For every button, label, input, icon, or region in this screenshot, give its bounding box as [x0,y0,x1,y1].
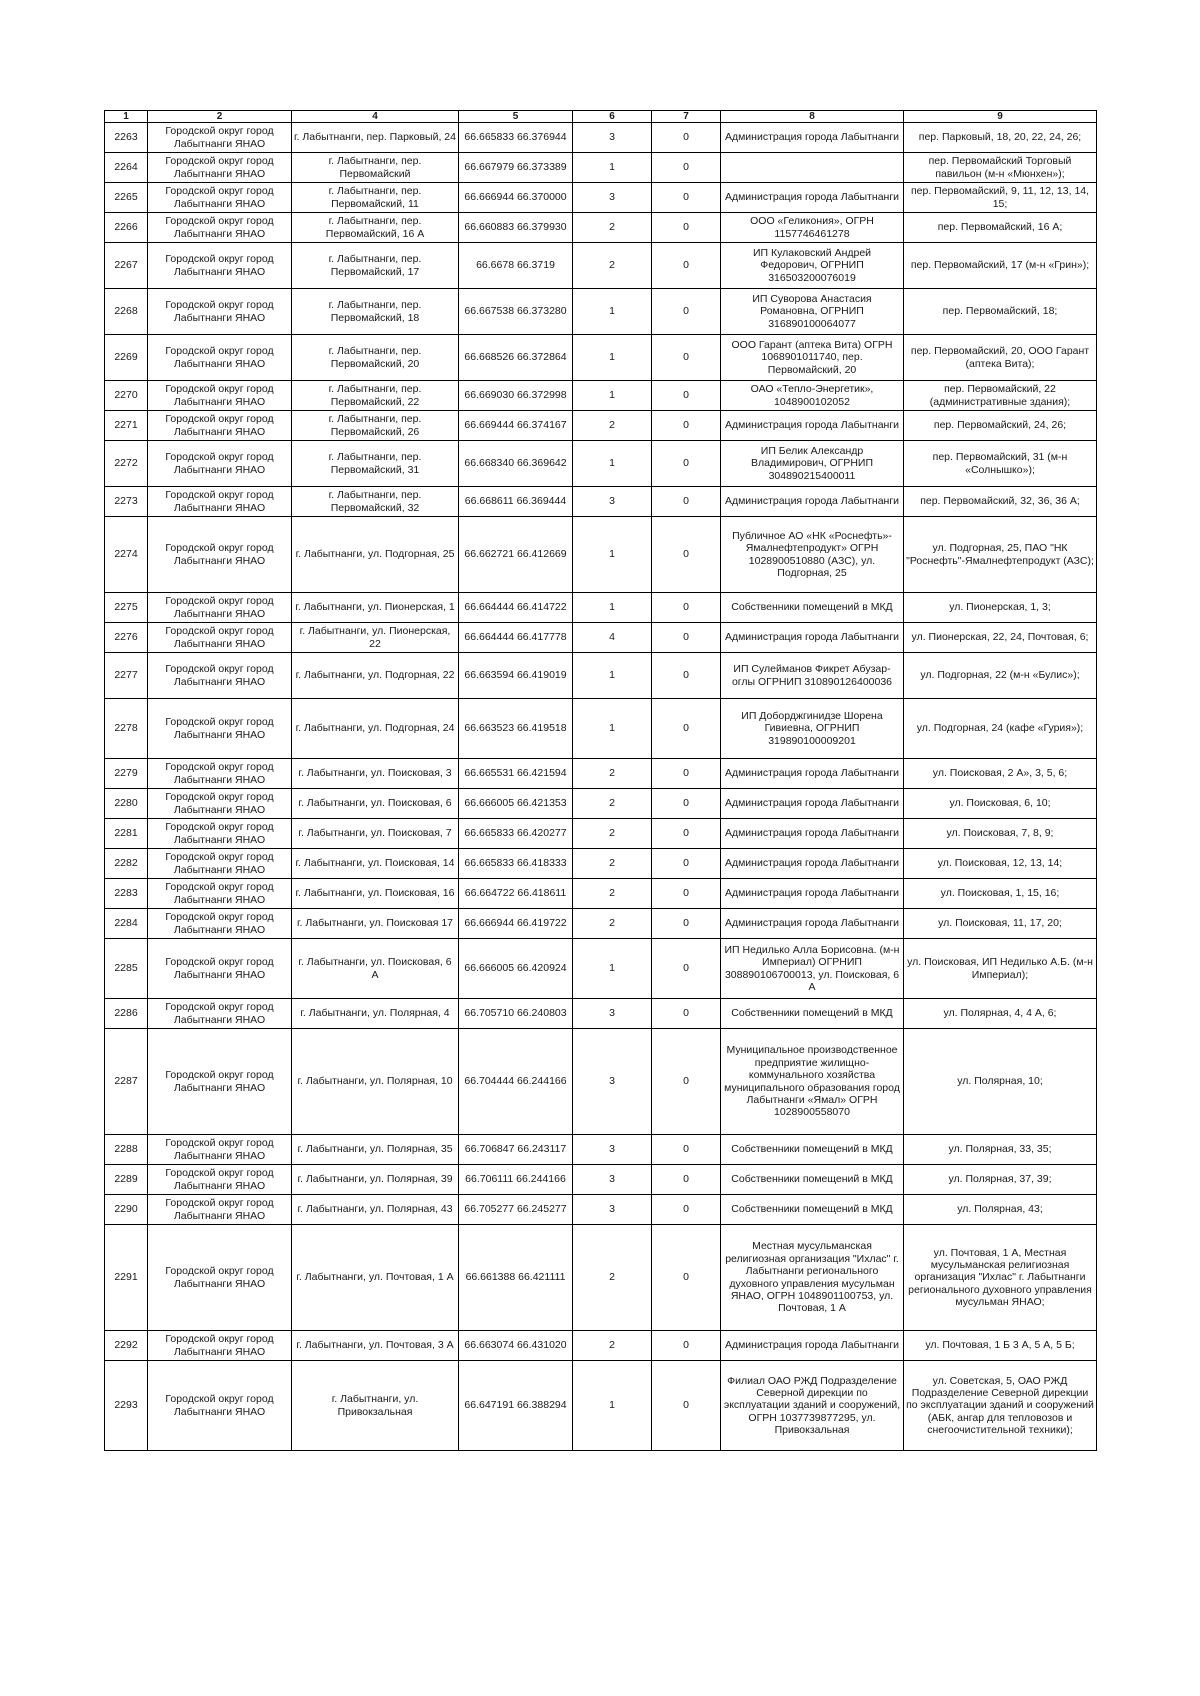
address-cell: г. Лабытнанги, пер. Первомайский, 22 [292,381,459,411]
municipality-cell: Городской округ город Лабытнанги ЯНАО [148,1195,292,1225]
volume-cell: 0 [652,411,721,441]
served-objects-cell: ул. Поисковая, 12, 13, 14; [904,849,1097,879]
row-number-cell: 2291 [105,1225,148,1331]
coordinates-cell: 66.668340 66.369642 [459,441,573,487]
address-cell: г. Лабытнанги, ул. Полярная, 35 [292,1135,459,1165]
address-cell: г. Лабытнанги, ул. Поисковая, 6 А [292,939,459,999]
volume-cell: 0 [652,1361,721,1451]
coordinates-cell: 66.662721 66.412669 [459,517,573,593]
row-number-cell: 2267 [105,243,148,289]
municipality-cell: Городской округ город Лабытнанги ЯНАО [148,289,292,335]
row-number-cell: 2275 [105,593,148,623]
address-cell: г. Лабытнанги, пер. Первомайский, 18 [292,289,459,335]
coordinates-cell: 66.705710 66.240803 [459,999,573,1029]
row-number-cell: 2278 [105,699,148,759]
coordinates-cell: 66.668611 66.369444 [459,487,573,517]
volume-cell: 0 [652,123,721,153]
owner-cell: Администрация города Лабытнанги [721,759,904,789]
table-row [105,243,1097,289]
container-count-cell: 1 [573,381,652,411]
container-count-cell: 2 [573,213,652,243]
address-cell: г. Лабытнанги, ул. Подгорная, 22 [292,653,459,699]
municipality-cell: Городской округ город Лабытнанги ЯНАО [148,759,292,789]
container-count-cell: 2 [573,243,652,289]
table-row [105,939,1097,999]
served-objects-cell: ул. Пионерская, 22, 24, Почтовая, 6; [904,623,1097,653]
address-cell: г. Лабытнанги, ул. Поисковая 17 [292,909,459,939]
container-count-cell: 1 [573,593,652,623]
volume-cell: 0 [652,819,721,849]
volume-cell: 0 [652,213,721,243]
container-count-cell: 1 [573,517,652,593]
address-cell: г. Лабытнанги, ул. Полярная, 10 [292,1029,459,1135]
header-cell: 9 [904,111,1097,123]
row-number-cell: 2281 [105,819,148,849]
served-objects-cell: пер. Первомайский, 18; [904,289,1097,335]
volume-cell: 0 [652,909,721,939]
municipality-cell: Городской округ город Лабытнанги ЯНАО [148,879,292,909]
served-objects-cell: ул. Поисковая, 6, 10; [904,789,1097,819]
volume-cell: 0 [652,593,721,623]
document-page [104,110,1096,1451]
served-objects-cell: пер. Первомайский, 32, 36, 36 А; [904,487,1097,517]
address-cell: г. Лабытнанги, ул. Полярная, 39 [292,1165,459,1195]
row-number-cell: 2271 [105,411,148,441]
table-row [105,1361,1097,1451]
row-number-cell: 2266 [105,213,148,243]
table-row [105,1135,1097,1165]
container-count-cell: 1 [573,153,652,183]
volume-cell: 0 [652,289,721,335]
container-count-cell: 3 [573,1135,652,1165]
row-number-cell: 2264 [105,153,148,183]
coordinates-cell: 66.665833 66.420277 [459,819,573,849]
container-count-cell: 2 [573,411,652,441]
address-cell: г. Лабытнанги, ул. Пионерская, 1 [292,593,459,623]
volume-cell: 0 [652,153,721,183]
coordinates-cell: 66.667979 66.373389 [459,153,573,183]
table-row [105,411,1097,441]
served-objects-cell: ул. Полярная, 43; [904,1195,1097,1225]
coordinates-cell: 66.706111 66.244166 [459,1165,573,1195]
address-cell: г. Лабытнанги, ул. Подгорная, 25 [292,517,459,593]
served-objects-cell: ул. Поисковая, 7, 8, 9; [904,819,1097,849]
row-number-cell: 2277 [105,653,148,699]
table-row [105,441,1097,487]
municipality-cell: Городской округ город Лабытнанги ЯНАО [148,335,292,381]
table-body [105,123,1097,1451]
served-objects-cell: ул. Подгорная, 24 (кафе «Гурия»); [904,699,1097,759]
coordinates-cell: 66.668526 66.372864 [459,335,573,381]
volume-cell: 0 [652,1165,721,1195]
served-objects-cell: ул. Поисковая, ИП Недилько А.Б. (м-н Империал); [904,939,1097,999]
coordinates-cell: 66.705277 66.245277 [459,1195,573,1225]
container-count-cell: 2 [573,1331,652,1361]
served-objects-cell: ул. Почтовая, 1 Б 3 А, 5 А, 5 Б; [904,1331,1097,1361]
served-objects-cell: пер. Первомайский, 16 А; [904,213,1097,243]
municipality-cell: Городской округ город Лабытнанги ЯНАО [148,153,292,183]
municipality-cell: Городской округ город Лабытнанги ЯНАО [148,411,292,441]
address-cell: г. Лабытнанги, пер. Первомайский, 31 [292,441,459,487]
served-objects-cell: пер. Первомайский, 20, ООО Гарант (аптека Вита); [904,335,1097,381]
coordinates-cell: 66.665531 66.421594 [459,759,573,789]
served-objects-cell: ул. Полярная, 33, 35; [904,1135,1097,1165]
coordinates-cell: 66.663523 66.419518 [459,699,573,759]
served-objects-cell: ул. Полярная, 4, 4 А, 6; [904,999,1097,1029]
volume-cell: 0 [652,517,721,593]
owner-cell: ИП Сулейманов Фикрет Абузар-оглы ОГРНИП 310890126400036 [721,653,904,699]
row-number-cell: 2263 [105,123,148,153]
table-row [105,123,1097,153]
owner-cell: Собственники помещений в МКД [721,1165,904,1195]
volume-cell: 0 [652,1029,721,1135]
table-row [105,153,1097,183]
coordinates-cell: 66.704444 66.244166 [459,1029,573,1135]
container-count-cell: 1 [573,441,652,487]
owner-cell: Администрация города Лабытнанги [721,123,904,153]
municipality-cell: Городской округ город Лабытнанги ЯНАО [148,1029,292,1135]
coordinates-cell: 66.666944 66.419722 [459,909,573,939]
container-count-cell: 2 [573,909,652,939]
row-number-cell: 2265 [105,183,148,213]
header-cell: 1 [105,111,148,123]
row-number-cell: 2289 [105,1165,148,1195]
served-objects-cell: пер. Первомайский, 31 (м-н «Солнышко»); [904,441,1097,487]
container-count-cell: 2 [573,1225,652,1331]
container-count-cell: 3 [573,123,652,153]
volume-cell: 0 [652,879,721,909]
table-row [105,335,1097,381]
container-count-cell: 3 [573,1195,652,1225]
owner-cell: Филиал ОАО РЖД Подразделение Северной дирекции по эксплуатации зданий и сооружений, ОГРН 1037739877295, ул. Привокзальная [721,1361,904,1451]
row-number-cell: 2287 [105,1029,148,1135]
address-cell: г. Лабытнанги, ул. Поисковая, 7 [292,819,459,849]
volume-cell: 0 [652,759,721,789]
served-objects-cell: пер. Первомайский, 22 (административные здания); [904,381,1097,411]
owner-cell: Собственники помещений в МКД [721,999,904,1029]
owner-cell: Администрация города Лабытнанги [721,819,904,849]
municipality-cell: Городской округ город Лабытнанги ЯНАО [148,939,292,999]
volume-cell: 0 [652,789,721,819]
owner-cell: Администрация города Лабытнанги [721,789,904,819]
container-count-cell: 2 [573,849,652,879]
address-cell: г. Лабытнанги, ул. Поисковая, 6 [292,789,459,819]
header-row [105,111,1097,123]
table-row [105,517,1097,593]
container-count-cell: 1 [573,653,652,699]
address-cell: г. Лабытнанги, ул. Поисковая, 16 [292,879,459,909]
row-number-cell: 2282 [105,849,148,879]
container-count-cell: 3 [573,1165,652,1195]
header-cell: 8 [721,111,904,123]
municipality-cell: Городской округ город Лабытнанги ЯНАО [148,909,292,939]
address-cell: г. Лабытнанги, ул. Подгорная, 24 [292,699,459,759]
address-cell: г. Лабытнанги, пер. Первомайский, 20 [292,335,459,381]
owner-cell: Собственники помещений в МКД [721,1195,904,1225]
volume-cell: 0 [652,441,721,487]
header-cell: 7 [652,111,721,123]
owner-cell: Собственники помещений в МКД [721,593,904,623]
table-row [105,999,1097,1029]
owner-cell: Администрация города Лабытнанги [721,623,904,653]
address-cell: г. Лабытнанги, ул. Полярная, 43 [292,1195,459,1225]
address-cell: г. Лабытнанги, ул. Почтовая, 3 А [292,1331,459,1361]
owner-cell: Администрация города Лабытнанги [721,1331,904,1361]
municipality-cell: Городской округ город Лабытнанги ЯНАО [148,183,292,213]
container-count-cell: 1 [573,335,652,381]
coordinates-cell: 66.666944 66.370000 [459,183,573,213]
municipality-cell: Городской округ город Лабытнанги ЯНАО [148,213,292,243]
row-number-cell: 2286 [105,999,148,1029]
volume-cell: 0 [652,699,721,759]
address-cell: г. Лабытнанги, пер. Первомайский, 26 [292,411,459,441]
coordinates-cell: 66.665833 66.418333 [459,849,573,879]
table-row [105,213,1097,243]
table-row [105,1225,1097,1331]
row-number-cell: 2284 [105,909,148,939]
table-row [105,909,1097,939]
served-objects-cell: ул. Поисковая, 11, 17, 20; [904,909,1097,939]
served-objects-cell: пер. Первомайский, 17 (м-н «Грин»); [904,243,1097,289]
container-count-cell: 2 [573,759,652,789]
served-objects-cell: ул. Полярная, 10; [904,1029,1097,1135]
table-row [105,623,1097,653]
table-row [105,819,1097,849]
volume-cell: 0 [652,1225,721,1331]
owner-cell: ОАО «Тепло-Энергетик», 1048900102052 [721,381,904,411]
owner-cell: Публичное АО «НК «Роснефть»-Ямалнефтепродукт» ОГРН 1028900510880 (АЗС), ул. Подгорная, 25 [721,517,904,593]
address-cell: г. Лабытнанги, ул. Поисковая, 3 [292,759,459,789]
container-count-cell: 3 [573,183,652,213]
coordinates-cell: 66.663074 66.431020 [459,1331,573,1361]
served-objects-cell: ул. Полярная, 37, 39; [904,1165,1097,1195]
table-row [105,759,1097,789]
volume-cell: 0 [652,849,721,879]
owner-cell: ИП Суворова Анастасия Романовна, ОГРНИП 316890100064077 [721,289,904,335]
owner-cell [721,153,904,183]
container-count-cell: 4 [573,623,652,653]
served-objects-cell: пер. Первомайский, 24, 26; [904,411,1097,441]
served-objects-cell: ул. Советская, 5, ОАО РЖД Подразделение Северной дирекции по эксплуатации зданий и сооружений (АБК, ангар для тепловозов и снегоочистительной техники); [904,1361,1097,1451]
table-row [105,289,1097,335]
address-cell: г. Лабытнанги, ул. Почтовая, 1 А [292,1225,459,1331]
row-number-cell: 2274 [105,517,148,593]
municipality-cell: Городской округ город Лабытнанги ЯНАО [148,487,292,517]
table-row [105,699,1097,759]
row-number-cell: 2288 [105,1135,148,1165]
served-objects-cell: ул. Подгорная, 25, ПАО "НК "Роснефть"-Ямалнефтепродукт (АЗС); [904,517,1097,593]
coordinates-cell: 66.706847 66.243117 [459,1135,573,1165]
served-objects-cell: пер. Первомайский Торговый павильон (м-н «Мюнхен»); [904,153,1097,183]
owner-cell: Собственники помещений в МКД [721,1135,904,1165]
coordinates-cell: 66.663594 66.419019 [459,653,573,699]
volume-cell: 0 [652,381,721,411]
volume-cell: 0 [652,335,721,381]
container-count-cell: 3 [573,999,652,1029]
container-count-cell: 2 [573,789,652,819]
owner-cell: Администрация города Лабытнанги [721,879,904,909]
address-cell: г. Лабытнанги, пер. Парковый, 24 [292,123,459,153]
volume-cell: 0 [652,487,721,517]
address-cell: г. Лабытнанги, ул. Поисковая, 14 [292,849,459,879]
row-number-cell: 2290 [105,1195,148,1225]
table-row [105,1331,1097,1361]
container-count-cell: 1 [573,939,652,999]
municipality-cell: Городской округ город Лабытнанги ЯНАО [148,1165,292,1195]
table-row [105,849,1097,879]
municipality-cell: Городской округ город Лабытнанги ЯНАО [148,593,292,623]
owner-cell: Местная мусульманская религиозная организация "Ихлас" г. Лабытнанги регионального духовного управления мусульман ЯНАО, ОГРН 1048901100753, ул. Почтовая, 1 А [721,1225,904,1331]
municipality-cell: Городской округ город Лабытнанги ЯНАО [148,849,292,879]
municipality-cell: Городской округ город Лабытнанги ЯНАО [148,123,292,153]
coordinates-cell: 66.666005 66.420924 [459,939,573,999]
coordinates-cell: 66.665833 66.376944 [459,123,573,153]
address-cell: г. Лабытнанги, ул. Привокзальная [292,1361,459,1451]
volume-cell: 0 [652,939,721,999]
served-objects-cell: ул. Поисковая, 1, 15, 16; [904,879,1097,909]
coordinates-cell: 66.6678 66.3719 [459,243,573,289]
header-cell: 4 [292,111,459,123]
registry-table [104,110,1097,1451]
table-row [105,789,1097,819]
table-row [105,381,1097,411]
served-objects-cell: ул. Почтовая, 1 А, Местная мусульманская религиозная организация "Ихлас" г. Лабытнанги регионального духовного управления мусульман ЯНАО; [904,1225,1097,1331]
volume-cell: 0 [652,623,721,653]
coordinates-cell: 66.666005 66.421353 [459,789,573,819]
row-number-cell: 2292 [105,1331,148,1361]
coordinates-cell: 66.661388 66.421111 [459,1225,573,1331]
owner-cell: ИП Кулаковский Андрей Федорович, ОГРНИП 316503200076019 [721,243,904,289]
served-objects-cell: ул. Пионерская, 1, 3; [904,593,1097,623]
owner-cell: Администрация города Лабытнанги [721,183,904,213]
container-count-cell: 1 [573,289,652,335]
volume-cell: 0 [652,999,721,1029]
address-cell: г. Лабытнанги, ул. Полярная, 4 [292,999,459,1029]
table-row [105,183,1097,213]
served-objects-cell: пер. Первомайский, 9, 11, 12, 13, 14, 15; [904,183,1097,213]
row-number-cell: 2272 [105,441,148,487]
municipality-cell: Городской округ город Лабытнанги ЯНАО [148,819,292,849]
table-row [105,593,1097,623]
table-row [105,1029,1097,1135]
municipality-cell: Городской округ город Лабытнанги ЯНАО [148,1225,292,1331]
municipality-cell: Городской округ город Лабытнанги ЯНАО [148,381,292,411]
owner-cell: Муниципальное производственное предприятие жилищно-коммунального хозяйства муниципального образования город Лабытнанги «Ямал» ОГРН 1028900558070 [721,1029,904,1135]
container-count-cell: 1 [573,699,652,759]
row-number-cell: 2285 [105,939,148,999]
served-objects-cell: ул. Поисковая, 2 А», 3, 5, 6; [904,759,1097,789]
address-cell: г. Лабытнанги, пер. Первомайский, 32 [292,487,459,517]
volume-cell: 0 [652,1331,721,1361]
row-number-cell: 2268 [105,289,148,335]
owner-cell: ООО «Геликония», ОГРН 1157746461278 [721,213,904,243]
address-cell: г. Лабытнанги, пер. Первомайский, 11 [292,183,459,213]
municipality-cell: Городской округ город Лабытнанги ЯНАО [148,1331,292,1361]
container-count-cell: 3 [573,1029,652,1135]
table-row [105,1165,1097,1195]
container-count-cell: 3 [573,487,652,517]
container-count-cell: 2 [573,879,652,909]
municipality-cell: Городской округ город Лабытнанги ЯНАО [148,789,292,819]
row-number-cell: 2280 [105,789,148,819]
owner-cell: Администрация города Лабытнанги [721,909,904,939]
municipality-cell: Городской округ город Лабытнанги ЯНАО [148,1361,292,1451]
address-cell: г. Лабытнанги, пер. Первомайский, 16 А [292,213,459,243]
row-number-cell: 2270 [105,381,148,411]
municipality-cell: Городской округ город Лабытнанги ЯНАО [148,653,292,699]
volume-cell: 0 [652,1135,721,1165]
coordinates-cell: 66.647191 66.388294 [459,1361,573,1451]
header-cell: 5 [459,111,573,123]
coordinates-cell: 66.660883 66.379930 [459,213,573,243]
table-row [105,653,1097,699]
row-number-cell: 2293 [105,1361,148,1451]
served-objects-cell: пер. Парковый, 18, 20, 22, 24, 26; [904,123,1097,153]
municipality-cell: Городской округ город Лабытнанги ЯНАО [148,243,292,289]
served-objects-cell: ул. Подгорная, 22 (м-н «Булис»); [904,653,1097,699]
row-number-cell: 2283 [105,879,148,909]
row-number-cell: 2276 [105,623,148,653]
owner-cell: ИП Белик Александр Владимирович, ОГРНИП 304890215400011 [721,441,904,487]
row-number-cell: 2273 [105,487,148,517]
table-row [105,879,1097,909]
row-number-cell: 2279 [105,759,148,789]
table-row [105,487,1097,517]
volume-cell: 0 [652,183,721,213]
volume-cell: 0 [652,1195,721,1225]
row-number-cell: 2269 [105,335,148,381]
header-cell: 6 [573,111,652,123]
coordinates-cell: 66.664444 66.414722 [459,593,573,623]
container-count-cell: 2 [573,819,652,849]
address-cell: г. Лабытнанги, пер. Первомайский [292,153,459,183]
container-count-cell: 1 [573,1361,652,1451]
municipality-cell: Городской округ город Лабытнанги ЯНАО [148,1135,292,1165]
header-cell: 2 [148,111,292,123]
owner-cell: Администрация города Лабытнанги [721,849,904,879]
municipality-cell: Городской округ город Лабытнанги ЯНАО [148,623,292,653]
address-cell: г. Лабытнанги, пер. Первомайский, 17 [292,243,459,289]
coordinates-cell: 66.669030 66.372998 [459,381,573,411]
municipality-cell: Городской округ город Лабытнанги ЯНАО [148,999,292,1029]
municipality-cell: Городской округ город Лабытнанги ЯНАО [148,441,292,487]
coordinates-cell: 66.669444 66.374167 [459,411,573,441]
volume-cell: 0 [652,243,721,289]
owner-cell: Администрация города Лабытнанги [721,487,904,517]
coordinates-cell: 66.664444 66.417778 [459,623,573,653]
address-cell: г. Лабытнанги, ул. Пионерская, 22 [292,623,459,653]
owner-cell: Администрация города Лабытнанги [721,411,904,441]
municipality-cell: Городской округ город Лабытнанги ЯНАО [148,699,292,759]
volume-cell: 0 [652,653,721,699]
owner-cell: ИП Доборджгинидзе Шорена Гивиевна, ОГРНИП 319890100009201 [721,699,904,759]
coordinates-cell: 66.667538 66.373280 [459,289,573,335]
owner-cell: ООО Гарант (аптека Вита) ОГРН 1068901011740, пер. Первомайский, 20 [721,335,904,381]
table-row [105,1195,1097,1225]
municipality-cell: Городской округ город Лабытнанги ЯНАО [148,517,292,593]
owner-cell: ИП Недилько Алла Борисовна. (м-н Империал) ОГРНИП 308890106700013, ул. Поисковая, 6 А [721,939,904,999]
coordinates-cell: 66.664722 66.418611 [459,879,573,909]
